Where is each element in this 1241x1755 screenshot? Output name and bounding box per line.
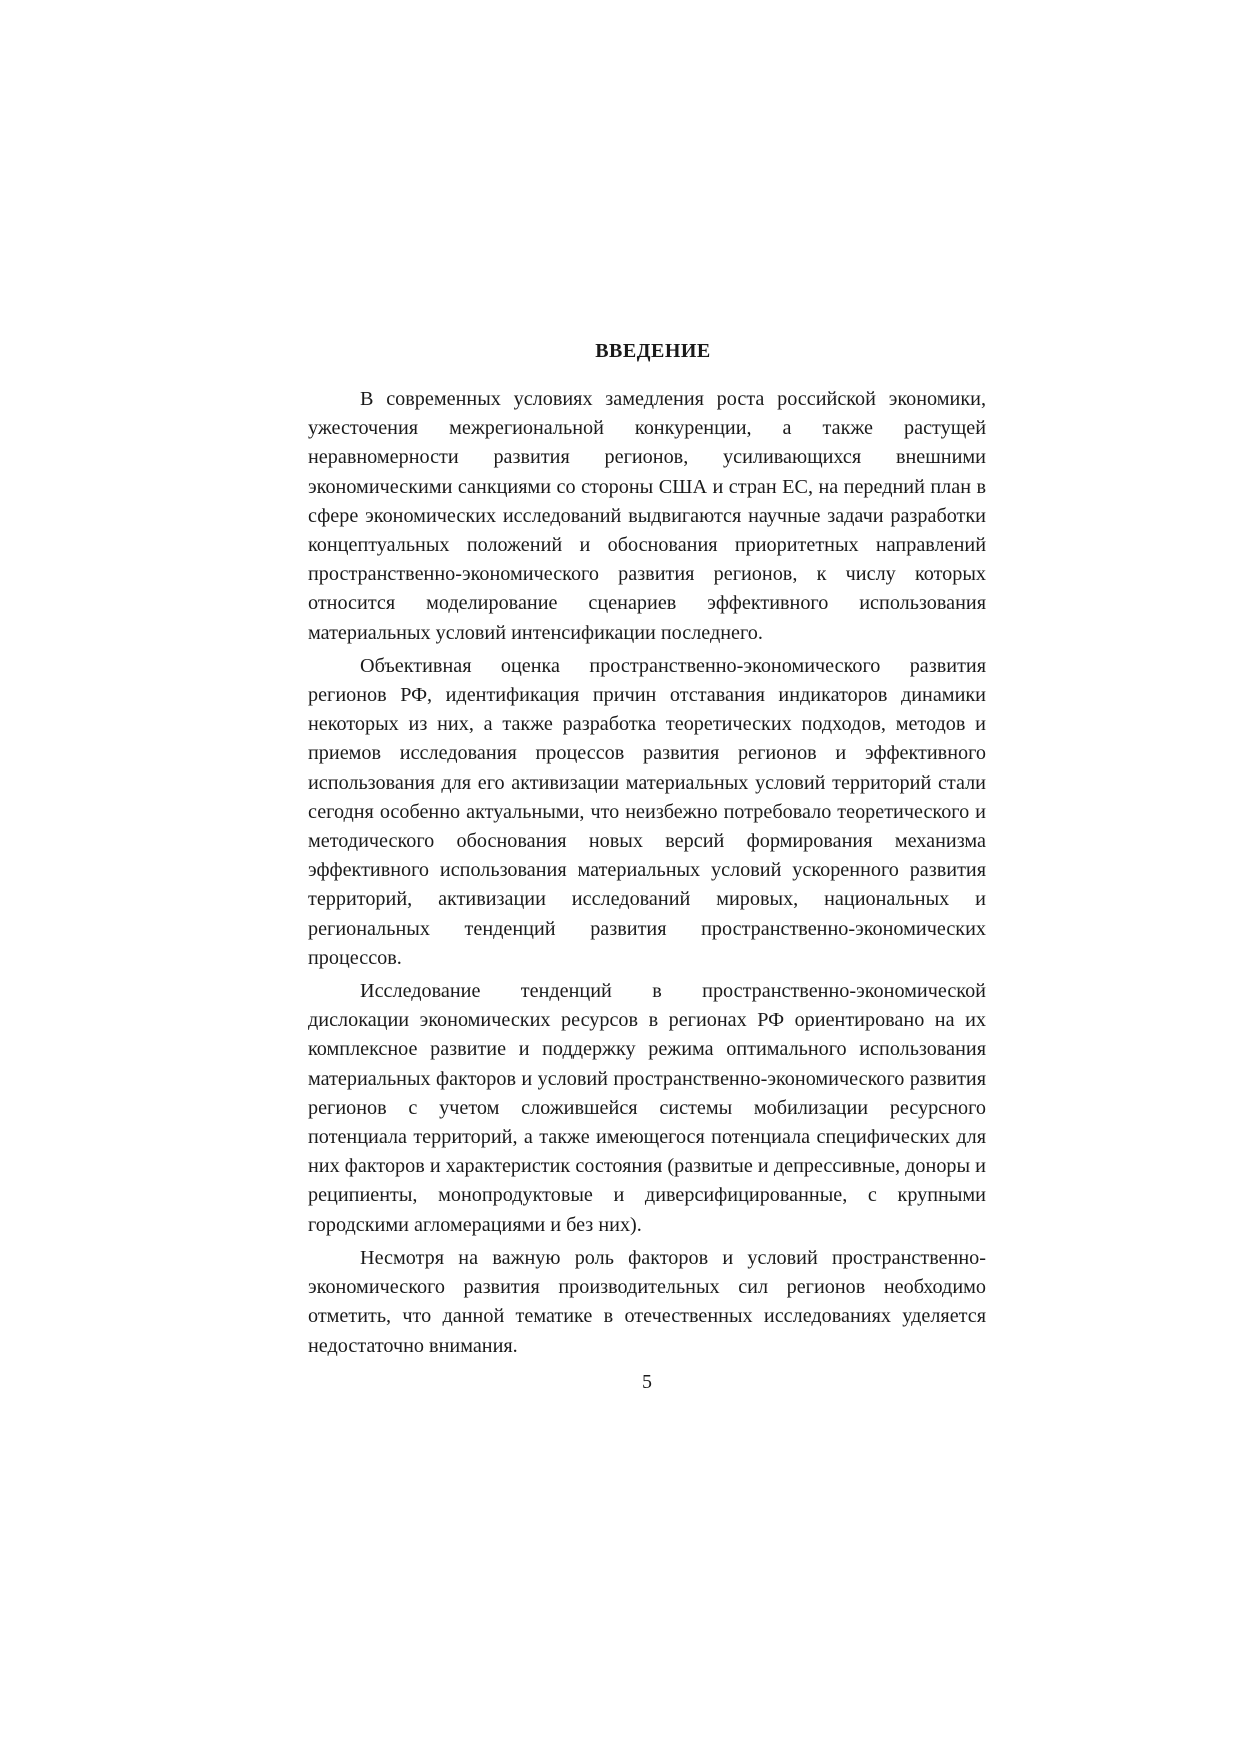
page-body (308, 340, 986, 1394)
paragraph-3: Исследование тенденций в пространственно-экономической дислокации экономических ресурсов в регионах РФ ориентировано на их комплексное развитие и поддержку режима оптимального использования материальных факторов и условий пространственно-экономического развития регионов с учетом сложившейся системы мобилизации ресурсного потенциала территорий, а также имеющегося потенциала специфических для них факторов и характеристик состояния (развитые и депрессивные, доноры и реципиенты, монопродуктовые и диверсифицированные, с крупными городскими агломерациями и без них). (308, 980, 986, 1236)
paragraph-4: Несмотря на важную роль факторов и условий пространственно-экономического развития производительных сил регионов необходимо отметить, что данной тематике в отечественных исследованиях уделяется недостаточно внимания. (308, 1246, 986, 1357)
paragraph-2: Объективная оценка пространственно-экономического развития регионов РФ, идентификация причин отставания индикаторов динамики некоторых из них, а также разработка теоретических подходов, методов и приемов исследования процессов развития регионов и эффективного использования для его активизации материальных условий территорий стали сегодня особенно актуальными, что неизбежно потребовало теоретического и методического обоснования новых версий формирования механизма эффективного использования материальных условий ускоренного развития территорий, активизации исследований мировых, национальных и региональных тенденций развития пространственно-экономических процессов. (308, 654, 986, 969)
page-number: 5 (642, 1370, 652, 1393)
paragraph-1: В современных условиях замедления роста российской экономики, ужесточения межрегиональной конкуренции, а также растущей неравномерности развития регионов, усиливающихся внешними экономическими санкциями со стороны США и стран ЕС, на передний план в сфере экономических исследований выдвигаются научные задачи разработки концептуальных положений и обоснования приоритетных направлений пространственно-экономического развития регионов, к числу которых относится моделирование сценариев эффективного использования материальных условий интенсификации последнего. (308, 388, 986, 644)
section-heading: ВВЕДЕНИЕ (595, 340, 711, 362)
